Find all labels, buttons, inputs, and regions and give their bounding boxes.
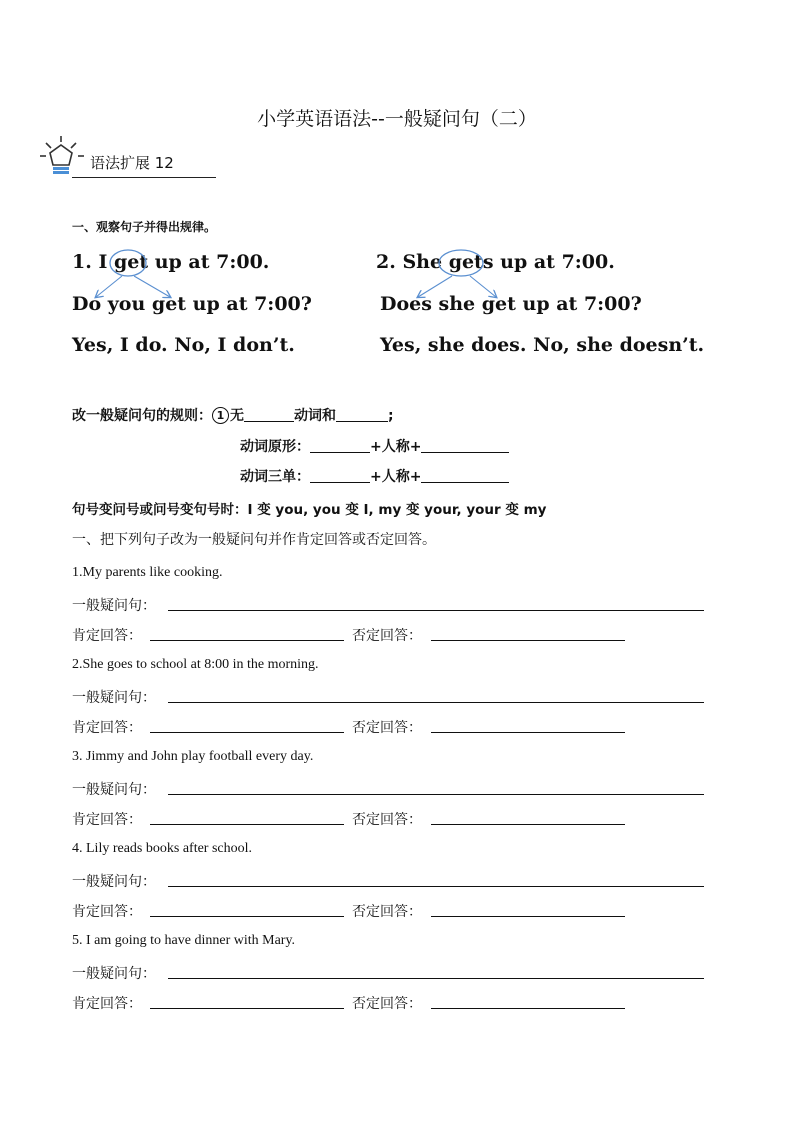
exercise-heading: 一、把下列句子改为一般疑问句并作肯定回答或否定回答。 xyxy=(72,532,436,548)
example-right-line2: Does she get up at 7:00? xyxy=(380,293,642,315)
rule1-blank-1[interactable] xyxy=(244,407,294,422)
rule1-text-b: 动词和 xyxy=(294,408,336,424)
item-3-positive-label: 肯定回答： xyxy=(72,812,142,828)
item-3-question-line[interactable] xyxy=(168,794,704,795)
rule-line-1 xyxy=(72,405,394,425)
item-1-negative-line[interactable] xyxy=(431,640,625,641)
example-left-line2: Do you get up at 7:00? xyxy=(72,293,312,315)
item-3-negative-line[interactable] xyxy=(431,824,625,825)
item-3-sentence: 3. Jimmy and John play football every day. xyxy=(72,749,314,764)
item-4-negative-label: 否定回答： xyxy=(352,904,422,920)
item-1-positive-line[interactable] xyxy=(150,640,344,641)
rules-heading: 改一般疑问句的规则： xyxy=(72,408,212,424)
rule3-blank-2[interactable] xyxy=(421,468,509,483)
item-5-negative-label: 否定回答： xyxy=(352,996,422,1012)
rule3-plus-person: +人称+ xyxy=(370,469,422,485)
item-5-question-line[interactable] xyxy=(168,978,704,979)
section-underline xyxy=(72,177,216,178)
item-4-positive-label: 肯定回答： xyxy=(72,904,142,920)
item-5-question-label: 一般疑问句： xyxy=(72,966,156,982)
item-5-negative-line[interactable] xyxy=(431,1008,625,1009)
rule2-blank-2[interactable] xyxy=(421,438,509,453)
page-title: 小学英语语法--一般疑问句（二） xyxy=(257,108,537,130)
example-right-line3: Yes, she does. No, she doesn’t. xyxy=(380,334,705,356)
item-5-positive-label: 肯定回答： xyxy=(72,996,142,1012)
item-4-positive-line[interactable] xyxy=(150,916,344,917)
item-2-question-line[interactable] xyxy=(168,702,704,703)
rule1-blank-2[interactable] xyxy=(336,407,388,422)
item-1-negative-label: 否定回答： xyxy=(352,628,422,644)
item-2-positive-line[interactable] xyxy=(150,732,344,733)
item-4-sentence: 4. Lily reads books after school. xyxy=(72,841,253,856)
item-1-question-label: 一般疑问句： xyxy=(72,598,156,614)
item-5-sentence: 5. I am going to have dinner with Mary. xyxy=(72,933,296,948)
item-3-positive-line[interactable] xyxy=(150,824,344,825)
item-1-question-line[interactable] xyxy=(168,610,704,611)
item-2-positive-label: 肯定回答： xyxy=(72,720,142,736)
item-2-sentence: 2.She goes to school at 8:00 in the morning. xyxy=(72,657,319,672)
rule-line-3 xyxy=(240,466,509,486)
example-annotation-arrows xyxy=(72,246,632,306)
example-left-line1: 1. I get up at 7:00. xyxy=(72,251,270,273)
example-right-line1: 2. She gets up at 7:00. xyxy=(376,251,615,273)
item-3-question-label: 一般疑问句： xyxy=(72,782,156,798)
rule-line-2 xyxy=(240,436,509,456)
intro-instruction: 一、观察句子并得出规律。 xyxy=(72,220,217,234)
lightbulb-icon xyxy=(38,134,86,178)
item-2-question-label: 一般疑问句： xyxy=(72,690,156,706)
item-3-negative-label: 否定回答： xyxy=(352,812,422,828)
item-1-positive-label: 肯定回答： xyxy=(72,628,142,644)
pronoun-note: 句号变问号或问号变句号时：I 变 you, you 变 I, my 变 your, your 变 my xyxy=(72,502,547,518)
circled-number: 1 xyxy=(212,407,229,424)
item-2-negative-label: 否定回答： xyxy=(352,720,422,736)
rule1-end: ; xyxy=(388,408,394,424)
rule3-label: 动词三单： xyxy=(240,469,310,485)
rule2-label: 动词原形： xyxy=(240,439,310,455)
item-5-positive-line[interactable] xyxy=(150,1008,344,1009)
section-label: 语法扩展 12 xyxy=(90,154,174,172)
example-left-line3: Yes, I do. No, I don’t. xyxy=(72,334,295,356)
item-4-negative-line[interactable] xyxy=(431,916,625,917)
rule3-blank-1[interactable] xyxy=(310,468,370,483)
item-1-sentence: 1.My parents like cooking. xyxy=(72,565,223,580)
rule2-plus-person: +人称+ xyxy=(370,439,422,455)
item-2-negative-line[interactable] xyxy=(431,732,625,733)
rule2-blank-1[interactable] xyxy=(310,438,370,453)
rule1-text-a: 无 xyxy=(230,408,244,424)
item-4-question-label: 一般疑问句： xyxy=(72,874,156,890)
item-4-question-line[interactable] xyxy=(168,886,704,887)
